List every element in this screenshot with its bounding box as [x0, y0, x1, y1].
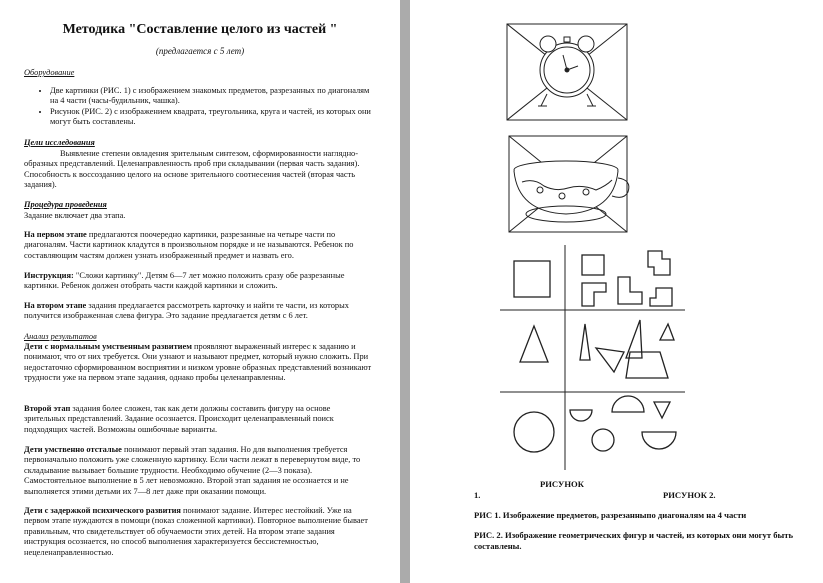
- analysis-heading: Анализ результатов: [24, 332, 97, 341]
- analysis-delay-bold: Дети с задержкой психического развития: [24, 506, 181, 515]
- page-title: Методика "Составление целого из частей ": [62, 22, 338, 37]
- analysis-delay-text: понимают задание. Интерес нестойкий. Уже на первом этапе нуждаются в помощи (показ сложенной картинки). Повторное выполнение бывает правильным, что свидетельствует об обучаемости этих детей. На втором этапе задания инструкция осознается, но способ выполнения характеризуется бессистемностью, нецеленаправленностью.: [24, 506, 368, 557]
- procedure-instruction-bold: Инструкция:: [24, 271, 74, 280]
- equipment-item: • Рисунок (РИС. 2) с изображением квадрата, треугольника, круга и частей, из которых они могут быть составлены.: [50, 107, 374, 128]
- procedure-instruction: [24, 271, 374, 292]
- figure2-caption: РИС. 2. Изображение геометрических фигур и частей, из которых они могут быть составлены.: [474, 530, 793, 551]
- page-subtitle: (предлагается с 5 лет): [155, 46, 245, 56]
- analysis-stage2-bold: Второй этап: [24, 404, 71, 413]
- figure1-label-a: РИСУНОК: [540, 479, 584, 489]
- analysis-delay: [24, 506, 374, 558]
- analysis-normal: [24, 342, 374, 384]
- right-page: [410, 0, 823, 583]
- procedure-stage1: [24, 230, 374, 261]
- procedure-stage1-text: предлагаются поочередно картинки, разрезанные на четыре части по диагоналям. Части картинок кладутся в произвольном порядке и не называются. Ребенок по составляющим частям должен узнать изображенный предмет и назвать его.: [24, 230, 354, 260]
- procedure-stage2-text: задания предлагается рассмотреть карточку и найти те части, из которых получится изображенная слева фигура. Это задание предлагается детям с 6 лет.: [24, 301, 349, 321]
- figure2-label: РИСУНОК 2.: [663, 490, 716, 500]
- circle-row: [514, 396, 676, 452]
- triangle-row: [520, 320, 674, 378]
- procedure-heading: Процедура проведения: [24, 200, 107, 209]
- alarm-clock-figure: [507, 24, 627, 120]
- procedure-stage2: [24, 301, 374, 322]
- procedure-instruction-text: "Сложи картинку". Детям 6—7 лет можно положить сразу обе разрезанные картинки. Ребенок должен отобрать части каждой картинки и сложить.: [24, 271, 345, 291]
- goals-text: Выявление степени овладения зрительным синтезом, сформированности наглядно-образных представлений. Целенаправленность проб при складывании (первая часть задания). Способность к воссозданию целого на основе зрительного соотнесения частей (вторая часть задания).: [24, 149, 360, 190]
- square-row: [514, 251, 672, 306]
- equipment-item: • Две картинки (РИС. 1) с изображением знакомых предметов, разрезанных по диагоналям на 4 части (часы-будильник, чашка).: [50, 86, 374, 107]
- figure1-label-b: 1.: [474, 490, 481, 500]
- procedure-stage2-bold: На втором этапе: [24, 301, 87, 310]
- analysis-normal-text: проявляют выраженный интерес к заданию и понимают, что от них требуется. Они узнают и называют предмет, который нужно сложить. При недостаточно сформированном восприятии и низком уровне образных представлений возникают трудности уже на первом этапе задания, однако пробы целенаправленны.: [24, 342, 372, 383]
- cup-figure: [509, 136, 629, 232]
- left-page: [0, 0, 400, 583]
- procedure-stage1-bold: На первом этапе: [24, 230, 87, 239]
- procedure-intro: Задание включает два этапа.: [24, 211, 126, 220]
- analysis-retarded-bold: Дети умственно отсталые: [24, 445, 122, 454]
- figure1-caption: РИС 1. Изображение предметов, разрезанныпо диагоналям на 4 части: [474, 510, 747, 520]
- analysis-stage2: [24, 404, 374, 435]
- equipment-list: [24, 86, 374, 128]
- goals-heading: Цели исследования: [24, 138, 95, 147]
- analysis-stage2-text: задания более сложен, так как дети должны составить фигуру на основе зрительных представлений. Задание осознается. Происходит целенаправленный поиск подходящих частей. Возможны ошибочные варианты.: [24, 404, 334, 434]
- analysis-normal-bold: Дети с нормальным умственным развитием: [24, 342, 192, 351]
- analysis-retarded-text: понимают первый этап задания. Но для выполнения требуется первоначально положить уже сложенную картинку. Если части лежат в перевернутом виде, то складывание вызывает большие трудности. Необходимо обучение (2—3 показа). Самостоятельное выполнение в 5 лет невозможно. Второй этап задания не осознается и не выполняется этими детьми их 7—8 лет даже при оказании помощи.: [24, 445, 361, 496]
- figures-illustration: [410, 0, 823, 583]
- equipment-heading: Оборудование: [24, 68, 75, 77]
- analysis-retarded: [24, 445, 374, 497]
